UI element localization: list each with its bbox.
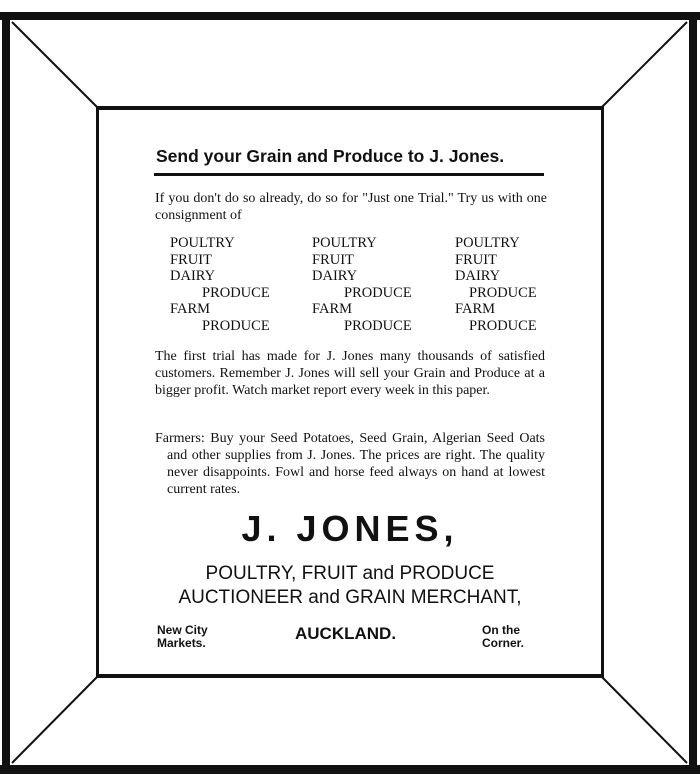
outer-border-right <box>689 12 697 774</box>
diagonal-bottom-left <box>12 676 98 763</box>
produce-item: PRODUCE <box>202 284 270 301</box>
merchant-name: J. JONES, <box>241 508 459 549</box>
headline-underline <box>154 173 544 176</box>
produce-item: PRODUCE <box>202 317 270 334</box>
footer-location-right <box>482 624 524 650</box>
produce-item: POULTRY <box>170 235 235 251</box>
produce-item: FRUIT <box>170 251 212 268</box>
produce-item: FARM <box>312 301 353 317</box>
outer-border-top <box>0 12 700 20</box>
produce-item: POULTRY <box>312 235 377 251</box>
produce-item: DAIRY <box>312 268 358 284</box>
trade-line-1: POULTRY, FRUIT and PRODUCE <box>205 563 495 584</box>
paragraph-trial: The first trial has made for J. Jones many thousands of satisfied customers. Remember J. Jones will sell your Grain and Produce at a bigger profit. Watch market report every week in this paper. <box>155 349 545 398</box>
diagonal-top-left <box>12 22 98 108</box>
trade-line-2: AUCTIONEER and GRAIN MERCHANT, <box>178 587 522 608</box>
produce-item: FRUIT <box>455 251 497 268</box>
footer-city: AUCKLAND. <box>295 624 397 643</box>
inner-border-left <box>96 106 99 678</box>
outer-border-left <box>2 12 10 774</box>
produce-item: DAIRY <box>170 268 216 284</box>
produce-item: FARM <box>455 301 496 317</box>
footer-location-left <box>157 624 208 650</box>
produce-item: PRODUCE <box>344 284 412 301</box>
produce-column-2 <box>312 235 452 334</box>
diagonal-bottom-right <box>601 676 687 763</box>
paragraph-farmers: Farmers: Buy your Seed Potatoes, Seed Grain, Algerian Seed Oats and other supplies from J. Jones. The prices are right. The quality never disappoints. Fowl and horse feed always on hand at lowest current rates. <box>155 431 545 497</box>
produce-item: FRUIT <box>312 251 354 268</box>
produce-column-1 <box>170 235 310 334</box>
inner-border-right <box>601 106 604 678</box>
footer-right-line-2: Corner. <box>482 636 525 650</box>
produce-column-3 <box>455 235 595 334</box>
produce-item: FARM <box>170 301 211 317</box>
headline: Send your Grain and Produce to J. Jones. <box>156 146 505 166</box>
produce-item: POULTRY <box>455 235 520 251</box>
produce-item: DAIRY <box>455 268 501 284</box>
footer-left-line-1: New City <box>157 623 208 637</box>
intro-text: If you don't do so already, do so for "Just one Trial." Try us with one consignment of <box>155 191 547 223</box>
produce-item: PRODUCE <box>344 317 412 334</box>
produce-item: PRODUCE <box>469 317 537 334</box>
diagonal-top-right <box>601 22 687 108</box>
outer-border-bottom <box>0 765 700 774</box>
footer-right-line-1: On the <box>482 623 520 637</box>
footer-left-line-2: Markets. <box>157 636 206 650</box>
advertisement-panel <box>100 110 600 675</box>
produce-item: PRODUCE <box>469 284 537 301</box>
